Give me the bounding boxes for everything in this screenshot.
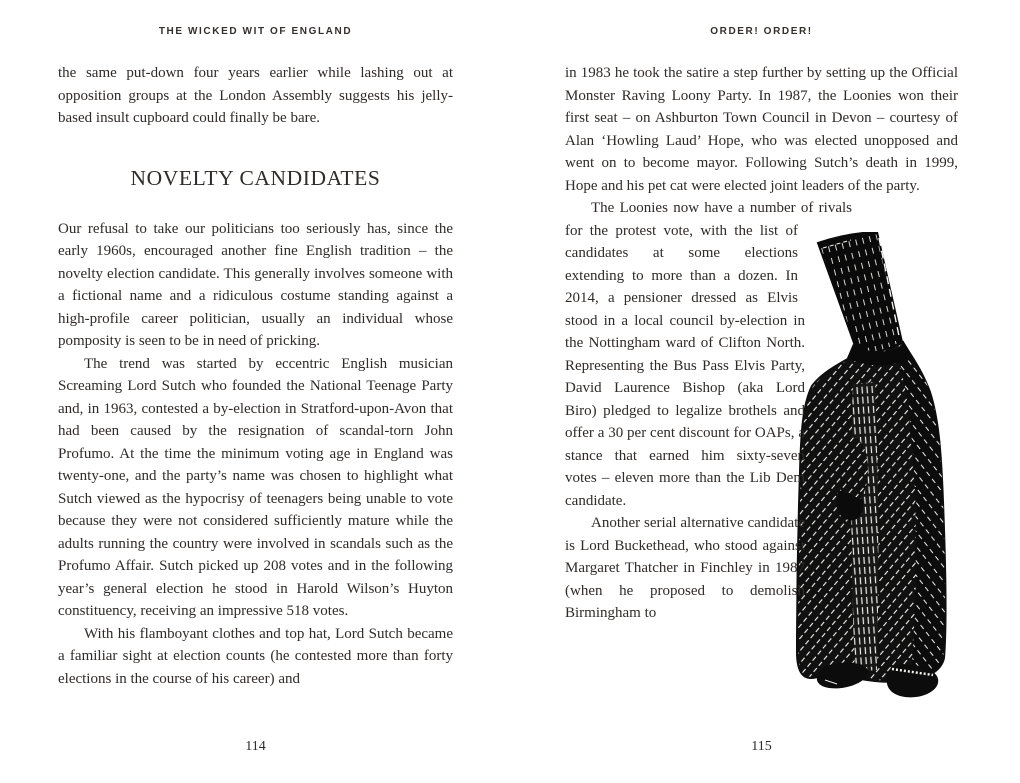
- paragraph: The trend was started by eccentric English musician Screaming Lord Sutch who founded the National Teenage Party and, in 1963, contested a by-election in Stratford-upon-Avon that had been caused by the resignation of scandal-torn John Profumo. At the time the minimum voting age in England was twenty-one, and the party’s name was chosen to highlight what Sutch viewed as the hypocrisy of teenagers being unable to vote because they were not considered sufficiently mature while the adults running the country were involved in scandals such as the Profumo Affair. Sutch picked up 208 votes and in the following year’s general election he stood in Harold Wilson’s Huyton constituency, receiving an impressive 518 votes.: [58, 355, 453, 619]
- paragraph-continuation: the same put-down four years earlier while lashing out at opposition groups at the London Assembly suggests his jelly-based insult cupboard could finally be bare.: [58, 65, 453, 126]
- paragraph: With his flamboyant clothes and top hat, Lord Sutch became a familiar sight at election counts (he contested more than forty elections in the course of his career) and: [58, 625, 453, 687]
- paragraph: in 1983 he took the satire a step further by setting up the Official Monster Raving Loony Party. In 1987, the Loonies won their first seat – on Ashburton Town Council in Devon – courtesy of Alan ‘Howling Laud’ Hope, who was elected unopposed and went on to become mayor. Following Sutch’s death in 1999, Hope and his pet cat were elected joint leaders of the party.: [565, 65, 958, 194]
- page-number-left: 114: [245, 739, 266, 754]
- robe-front-strip: [851, 382, 878, 672]
- paragraph: The Loonies now have a number of rivals for the protest vote, with the list of candidates at some elections extending to more than a dozen. In 2014, a pensioner dressed as Elvis stood in a local council by-election in the Nottingham ward of Clifton North. Representing the Bus Pass Elvis Party, David Laurence Bishop (aka Lord Biro) pledged to legalize brothels and offer a 30 per cent discount for OAPs, a stance that earned him sixty-seven votes – eleven more than the Lib Dem candidate.: [565, 200, 852, 509]
- running-head-left: THE WICKED WIT OF ENGLAND: [158, 26, 353, 37]
- paragraph: Another serial alternative candidate is Lord Buckethead, who stood against Margaret Thatcher in Finchley in 1987 (when he proposed to demolish Birmingham to: [565, 515, 805, 621]
- lord-buckethead-illustration: [798, 197, 958, 713]
- page-number-right: 115: [751, 739, 772, 754]
- left-page-text: [58, 62, 453, 690]
- lord-buckethead-woodcut-drawing: [795, 232, 960, 712]
- right-page-text: [565, 62, 958, 625]
- page-right: [510, 0, 1020, 783]
- bucket-head: [818, 232, 902, 354]
- running-head-right: ORDER! ORDER!: [710, 26, 813, 37]
- paragraph: Our refusal to take our politicians too seriously has, since the early 1960s, encouraged another fine English tradition – the novelty election candidate. This generally involves someone with a fictional name and a ridiculous costume standing against a high-profile career politician, usually an individual whose pomposity is seen to be in need of pricking.: [58, 220, 453, 349]
- section-heading: NOVELTY CANDIDATES: [130, 165, 381, 190]
